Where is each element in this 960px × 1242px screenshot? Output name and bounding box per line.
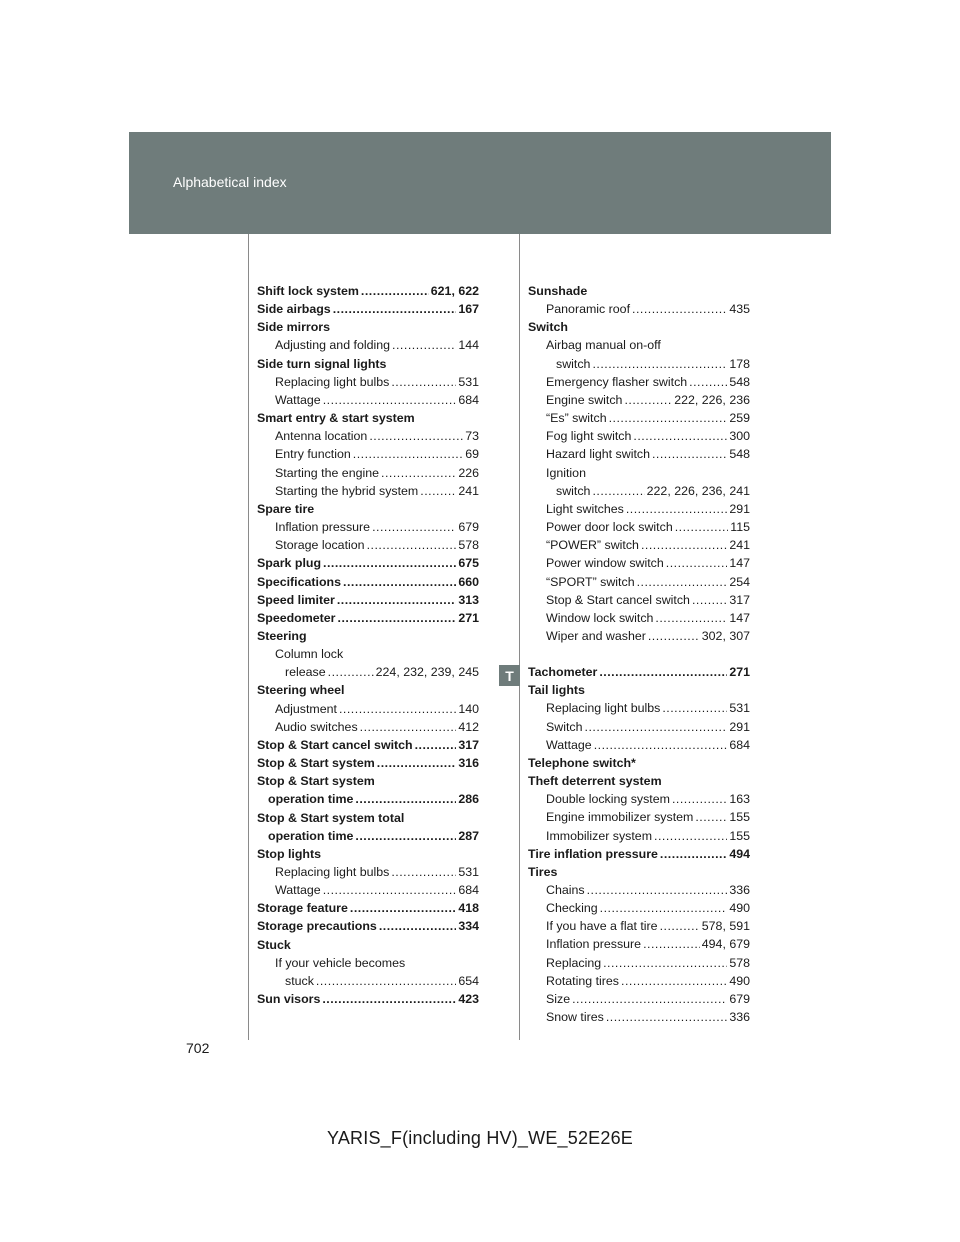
index-entry-page[interactable]: 679 bbox=[729, 991, 750, 1006]
index-entry-term: Spare tire bbox=[257, 501, 315, 516]
dot-leader bbox=[666, 554, 728, 572]
index-entry bbox=[528, 1008, 750, 1026]
document-footer: YARIS_F(including HV)_WE_52E26E bbox=[326, 1128, 633, 1148]
index-entry-term: Airbag manual on-off bbox=[546, 338, 661, 353]
index-entry-term: Replacing light bulbs bbox=[275, 865, 390, 879]
index-entry bbox=[257, 645, 479, 663]
index-entry bbox=[257, 663, 479, 681]
index-entry-page[interactable]: 302, 307 bbox=[701, 628, 750, 643]
index-entry-term: Window lock switch bbox=[546, 610, 654, 625]
index-entry bbox=[528, 573, 750, 591]
index-entry-term: Chains bbox=[546, 883, 585, 897]
index-entry bbox=[257, 355, 479, 373]
index-entry-term: Inflation pressure bbox=[546, 937, 642, 952]
dot-leader bbox=[633, 427, 727, 445]
index-entry-term: Wattage bbox=[275, 392, 321, 407]
index-entry bbox=[528, 591, 750, 609]
index-entry-page[interactable]: 684 bbox=[729, 737, 750, 752]
index-entry-term: Storage location bbox=[275, 538, 365, 553]
index-entry-page[interactable]: 271 bbox=[458, 610, 479, 625]
dot-leader bbox=[626, 500, 727, 518]
index-entry-term: Engine switch bbox=[546, 392, 623, 407]
index-entry-page[interactable]: 654 bbox=[458, 973, 479, 988]
index-entry bbox=[528, 827, 750, 845]
dot-leader bbox=[587, 881, 728, 899]
index-entry bbox=[528, 881, 750, 899]
index-entry-page[interactable]: 336 bbox=[729, 883, 750, 897]
index-entry-page[interactable]: 287 bbox=[458, 828, 479, 843]
index-entry-term: Adjusting and folding bbox=[275, 338, 391, 353]
index-entry-page[interactable]: 531 bbox=[729, 701, 750, 716]
index-entry bbox=[528, 772, 750, 790]
dot-leader bbox=[377, 754, 457, 772]
dot-leader bbox=[585, 718, 728, 736]
index-entry-term: Wiper and washer bbox=[546, 628, 646, 643]
dot-leader bbox=[420, 482, 456, 500]
index-entry-page[interactable]: 684 bbox=[458, 392, 479, 407]
index-entry bbox=[257, 772, 479, 790]
index-entry bbox=[528, 300, 750, 318]
index-entry-page[interactable]: 147 bbox=[729, 556, 750, 571]
column-divider-right bbox=[519, 234, 520, 1040]
index-entry-term: Replacing light bulbs bbox=[546, 701, 661, 716]
index-entry-page[interactable]: 291 bbox=[729, 719, 750, 734]
dot-leader bbox=[621, 972, 727, 990]
index-entry bbox=[528, 464, 750, 482]
index-entry bbox=[528, 917, 750, 935]
index-entry bbox=[257, 809, 479, 827]
index-entry-page[interactable]: 167 bbox=[458, 302, 479, 317]
index-entry-term: Stop & Start cancel switch bbox=[546, 592, 690, 607]
index-entry-term: Stop & Start system bbox=[257, 774, 375, 789]
index-entry bbox=[528, 935, 750, 953]
dot-leader bbox=[361, 282, 429, 300]
dot-leader bbox=[592, 482, 644, 500]
index-entry-term: Steering wheel bbox=[257, 683, 345, 698]
index-entry-page[interactable]: 494, 679 bbox=[701, 937, 750, 952]
index-entry-term: Stop & Start system bbox=[257, 756, 375, 771]
dot-leader bbox=[415, 736, 457, 754]
index-entry-term: If your vehicle becomes bbox=[275, 955, 406, 970]
index-entry-term: operation time bbox=[268, 828, 354, 843]
dot-leader bbox=[391, 863, 456, 881]
index-entry-page[interactable]: 621, 622 bbox=[430, 284, 479, 298]
dot-leader bbox=[333, 300, 457, 318]
dot-leader bbox=[323, 391, 457, 409]
dot-leader bbox=[355, 790, 456, 808]
index-entry bbox=[257, 627, 479, 645]
index-entry bbox=[257, 845, 479, 863]
index-entry bbox=[257, 482, 479, 500]
index-entry bbox=[528, 754, 750, 772]
index-entry-page[interactable]: 259 bbox=[729, 411, 750, 426]
index-entry-page[interactable]: 155 bbox=[729, 828, 750, 843]
index-entry-page[interactable]: 435 bbox=[729, 302, 750, 317]
index-entry bbox=[257, 464, 479, 482]
index-entry-term: Switch bbox=[546, 719, 583, 734]
index-entry bbox=[528, 391, 750, 409]
index-entry bbox=[528, 736, 750, 754]
index-entry-page[interactable]: 313 bbox=[458, 592, 479, 607]
index-entry-term: Telephone switch* bbox=[528, 755, 636, 770]
index-entry bbox=[257, 954, 479, 972]
index-entry-term: Rotating tires bbox=[546, 973, 620, 988]
index-entry-term: Tire inflation pressure bbox=[528, 846, 658, 861]
index-entry bbox=[257, 500, 479, 518]
index-entry-term: Replacing bbox=[546, 955, 602, 970]
index-entry-page[interactable]: 226 bbox=[458, 465, 479, 480]
index-entry bbox=[528, 318, 750, 336]
index-entry bbox=[257, 391, 479, 409]
index-entry bbox=[528, 863, 750, 881]
index-entry bbox=[528, 609, 750, 627]
dot-leader bbox=[689, 373, 727, 391]
letter-tab: T bbox=[499, 665, 520, 686]
index-entry bbox=[257, 282, 479, 300]
dot-leader bbox=[381, 464, 456, 482]
index-entry bbox=[528, 718, 750, 736]
index-entry-term: Fog light switch bbox=[546, 429, 632, 444]
index-entry-term: Stuck bbox=[257, 937, 291, 952]
index-entry-term: Column lock bbox=[275, 647, 344, 662]
dot-leader bbox=[599, 663, 727, 681]
index-entry-term: Stop lights bbox=[257, 846, 322, 861]
index-entry-term: Sun visors bbox=[257, 992, 321, 1007]
index-entry-term: Replacing light bulbs bbox=[275, 374, 390, 389]
index-entry-page[interactable]: 69 bbox=[465, 447, 479, 462]
index-entry-page[interactable]: 548 bbox=[729, 374, 750, 389]
dot-leader bbox=[367, 536, 457, 554]
index-entry bbox=[257, 736, 479, 754]
dot-leader bbox=[603, 954, 727, 972]
index-entry-term: Snow tires bbox=[546, 1010, 604, 1025]
index-entry-term: Storage feature bbox=[257, 901, 348, 916]
index-entry bbox=[528, 790, 750, 808]
index-entry-page[interactable]: 73 bbox=[465, 429, 479, 444]
index-entry bbox=[257, 373, 479, 391]
index-entry-term: Wattage bbox=[546, 737, 592, 752]
dot-leader bbox=[655, 609, 727, 627]
dot-leader bbox=[609, 409, 728, 427]
index-entry bbox=[528, 355, 750, 373]
dot-leader bbox=[652, 445, 727, 463]
index-entry-page[interactable]: 222, 226, 236, 241 bbox=[646, 483, 750, 498]
dot-leader bbox=[372, 518, 456, 536]
index-entry-term: Engine immobilizer system bbox=[546, 810, 694, 825]
index-entry-page[interactable]: 144 bbox=[458, 338, 479, 353]
dot-leader bbox=[322, 990, 456, 1008]
index-entry bbox=[528, 808, 750, 826]
dot-leader bbox=[692, 591, 727, 609]
index-entry-page[interactable]: 412 bbox=[458, 719, 479, 734]
index-entry-term: stuck bbox=[285, 973, 314, 988]
dot-leader bbox=[662, 699, 727, 717]
index-entry bbox=[528, 336, 750, 354]
index-entry bbox=[257, 718, 479, 736]
index-entry bbox=[528, 972, 750, 990]
index-entry-page[interactable]: 316 bbox=[458, 756, 479, 771]
index-entry-page[interactable]: 155 bbox=[729, 810, 750, 825]
index-entry bbox=[257, 591, 479, 609]
index-entry-term: Smart entry & start system bbox=[257, 411, 415, 426]
index-entry-term: Emergency flasher switch bbox=[546, 374, 688, 389]
index-entry bbox=[257, 790, 479, 808]
index-entry-term: Stop & Start system total bbox=[257, 810, 405, 825]
index-entry-term: Hazard light switch bbox=[546, 447, 650, 462]
dot-leader bbox=[323, 554, 456, 572]
dot-leader bbox=[338, 609, 457, 627]
index-entry bbox=[257, 936, 479, 954]
index-entry-term: Storage precautions bbox=[257, 919, 377, 934]
index-entry-page[interactable]: 115 bbox=[730, 520, 750, 535]
index-entry-term: Immobilizer system bbox=[546, 828, 653, 843]
index-entry-term: “Es” switch bbox=[546, 411, 607, 426]
index-entry bbox=[528, 681, 750, 699]
index-entry bbox=[528, 500, 750, 518]
page-number: 702 bbox=[186, 1040, 210, 1056]
index-entry-term: Light switches bbox=[546, 501, 624, 516]
dot-leader bbox=[641, 536, 727, 554]
index-entry-page[interactable]: 222, 226, 236 bbox=[674, 392, 750, 407]
dot-leader bbox=[637, 573, 728, 591]
index-entry-term: switch bbox=[556, 483, 591, 498]
index-entry-page[interactable]: 490 bbox=[729, 901, 750, 916]
dot-leader bbox=[606, 1008, 727, 1026]
index-entry bbox=[257, 409, 479, 427]
index-entry-page[interactable]: 334 bbox=[458, 919, 479, 934]
index-entry-term: Entry function bbox=[275, 447, 351, 462]
index-entry-page[interactable]: 286 bbox=[458, 792, 479, 807]
index-entry bbox=[528, 536, 750, 554]
section-header bbox=[129, 132, 831, 234]
dot-leader bbox=[353, 445, 463, 463]
dot-leader bbox=[672, 790, 727, 808]
index-entry-page[interactable]: 660 bbox=[458, 574, 479, 589]
index-entry-term: Tachometer bbox=[528, 665, 598, 680]
dot-leader bbox=[600, 899, 728, 917]
index-entry-term: Power door lock switch bbox=[546, 520, 673, 535]
index-entry-page[interactable]: 317 bbox=[458, 737, 479, 752]
index-entry bbox=[257, 700, 479, 718]
dot-leader bbox=[592, 355, 727, 373]
index-entry-page[interactable]: 531 bbox=[458, 865, 479, 879]
dot-leader bbox=[350, 899, 456, 917]
index-entry bbox=[257, 336, 479, 354]
index-entry bbox=[528, 990, 750, 1008]
index-entry-term: Size bbox=[546, 991, 571, 1006]
index-entry-page[interactable]: 147 bbox=[729, 610, 750, 625]
index-entry-page[interactable]: 684 bbox=[458, 883, 479, 898]
index-entry-term: Speedometer bbox=[257, 610, 336, 625]
dot-leader bbox=[360, 718, 457, 736]
dot-leader bbox=[632, 300, 727, 318]
index-entry-term: Ignition bbox=[546, 465, 586, 480]
dot-leader bbox=[648, 627, 700, 645]
index-entry-term: Tail lights bbox=[528, 683, 585, 698]
index-entry-term: Switch bbox=[528, 320, 568, 335]
index-entry-term: Panoramic roof bbox=[546, 302, 631, 317]
index-entry-page[interactable]: 291 bbox=[729, 501, 750, 516]
index-entry bbox=[528, 482, 750, 500]
dot-leader bbox=[695, 808, 727, 826]
index-entry-page[interactable]: 241 bbox=[729, 538, 750, 553]
dot-leader bbox=[343, 573, 456, 591]
index-entry-page[interactable]: 548 bbox=[729, 447, 750, 462]
index-entry bbox=[528, 409, 750, 427]
index-entry-page[interactable]: 578 bbox=[458, 538, 479, 553]
index-entry-term: “SPORT” switch bbox=[546, 574, 635, 589]
index-entry bbox=[528, 427, 750, 445]
index-entry bbox=[257, 990, 479, 1008]
index-entry-term: Stop & Start cancel switch bbox=[257, 737, 413, 752]
index-entry bbox=[257, 863, 479, 881]
dot-leader bbox=[328, 663, 374, 681]
index-entry-term: Adjustment bbox=[275, 701, 337, 716]
index-entry bbox=[257, 609, 479, 627]
index-entry bbox=[257, 573, 479, 591]
index-entry-term: Antenna location bbox=[275, 429, 368, 444]
index-entry-term: Side turn signal lights bbox=[257, 356, 387, 371]
index-entry-page[interactable]: 140 bbox=[458, 701, 479, 716]
index-entry-page[interactable]: 224, 232, 239, 245 bbox=[375, 665, 479, 680]
index-entry-page[interactable]: 163 bbox=[729, 792, 750, 807]
index-entry bbox=[257, 318, 479, 336]
index-entry-term: switch bbox=[556, 356, 591, 371]
index-entry-term: Spark plug bbox=[257, 556, 322, 571]
index-column-right bbox=[528, 282, 750, 1026]
index-entry-term: release bbox=[285, 665, 326, 680]
index-entry bbox=[528, 954, 750, 972]
column-divider-left bbox=[248, 234, 249, 1040]
index-entry bbox=[257, 681, 479, 699]
dot-leader bbox=[316, 972, 456, 990]
index-entry-term: Theft deterrent system bbox=[528, 774, 662, 789]
index-entry-page[interactable]: 254 bbox=[729, 574, 750, 589]
index-entry-term: Starting the hybrid system bbox=[275, 483, 419, 498]
dot-leader bbox=[654, 827, 727, 845]
index-entry-term: Tires bbox=[528, 864, 558, 879]
dot-leader bbox=[572, 990, 727, 1008]
index-entry-term: Steering bbox=[257, 628, 307, 643]
dot-leader bbox=[355, 827, 456, 845]
dot-leader bbox=[660, 845, 727, 863]
dot-leader bbox=[624, 391, 672, 409]
index-entry-term: Side mirrors bbox=[257, 320, 330, 335]
index-entry bbox=[257, 518, 479, 536]
section-title: Alphabetical index bbox=[173, 174, 287, 190]
index-entry-page[interactable]: 578, 591 bbox=[701, 919, 750, 934]
index-entry-page[interactable]: 675 bbox=[458, 556, 479, 571]
index-entry-page[interactable]: 679 bbox=[458, 520, 479, 535]
index-entry-page[interactable]: 418 bbox=[458, 901, 479, 916]
index-entry bbox=[257, 917, 479, 935]
index-entry bbox=[257, 899, 479, 917]
dot-leader bbox=[337, 591, 457, 609]
dot-leader bbox=[643, 935, 700, 953]
index-entry bbox=[528, 518, 750, 536]
index-entry-term: Double locking system bbox=[546, 792, 670, 807]
index-entry-page[interactable]: 271 bbox=[729, 665, 750, 680]
index-column-left bbox=[257, 282, 479, 1008]
index-entry-term: Specifications bbox=[257, 574, 342, 589]
index-entry bbox=[257, 754, 479, 772]
index-entry bbox=[528, 282, 750, 300]
index-entry-term: Speed limiter bbox=[257, 592, 335, 607]
index-entry bbox=[257, 554, 479, 572]
index-entry-term: “POWER” switch bbox=[546, 538, 639, 553]
index-entry-term: Sunshade bbox=[528, 284, 588, 298]
index-entry-page[interactable]: 494 bbox=[729, 846, 750, 861]
index-entry-term: operation time bbox=[268, 792, 354, 807]
index-entry bbox=[528, 445, 750, 463]
index-entry-term: Side airbags bbox=[257, 302, 331, 317]
index-entry-page[interactable]: 336 bbox=[729, 1010, 750, 1025]
index-entry-page[interactable]: 578 bbox=[729, 955, 750, 970]
dot-leader bbox=[391, 373, 456, 391]
index-entry bbox=[528, 554, 750, 572]
index-entry-page[interactable]: 241 bbox=[458, 483, 479, 498]
index-entry-page[interactable]: 490 bbox=[729, 973, 750, 988]
index-entry bbox=[257, 427, 479, 445]
dot-leader bbox=[369, 427, 463, 445]
index-entry bbox=[257, 445, 479, 463]
index-entry bbox=[528, 627, 750, 645]
index-entry bbox=[257, 300, 479, 318]
dot-leader bbox=[392, 336, 456, 354]
dot-leader bbox=[379, 917, 457, 935]
index-entry bbox=[528, 373, 750, 391]
dot-leader bbox=[339, 700, 456, 718]
index-entry-term: Audio switches bbox=[275, 719, 358, 734]
index-entry bbox=[257, 972, 479, 990]
index-entry-term: Checking bbox=[546, 901, 598, 916]
index-entry-term: Wattage bbox=[275, 883, 321, 898]
dot-leader bbox=[594, 736, 728, 754]
index-entry-term: Inflation pressure bbox=[275, 520, 371, 535]
dot-leader bbox=[323, 881, 457, 899]
index-entry-page[interactable]: 423 bbox=[458, 992, 479, 1007]
index-entry bbox=[257, 881, 479, 899]
index-entry-term: If you have a flat tire bbox=[546, 919, 658, 934]
index-entry-term: Starting the engine bbox=[275, 465, 380, 480]
dot-leader bbox=[660, 917, 700, 935]
index-entry bbox=[528, 845, 750, 863]
index-entry bbox=[528, 699, 750, 717]
index-entry bbox=[257, 536, 479, 554]
index-entry bbox=[528, 663, 750, 681]
dot-leader bbox=[675, 518, 729, 536]
index-entry bbox=[257, 827, 479, 845]
index-entry-term: Power window switch bbox=[546, 556, 664, 571]
index-entry bbox=[528, 899, 750, 917]
index-entry-page[interactable]: 317 bbox=[729, 592, 750, 607]
index-entry-page[interactable]: 531 bbox=[458, 374, 479, 389]
index-entry-page[interactable]: 300 bbox=[729, 429, 750, 444]
index-entry-term: Shift lock system bbox=[257, 284, 359, 298]
index-entry-page[interactable]: 178 bbox=[729, 356, 750, 371]
